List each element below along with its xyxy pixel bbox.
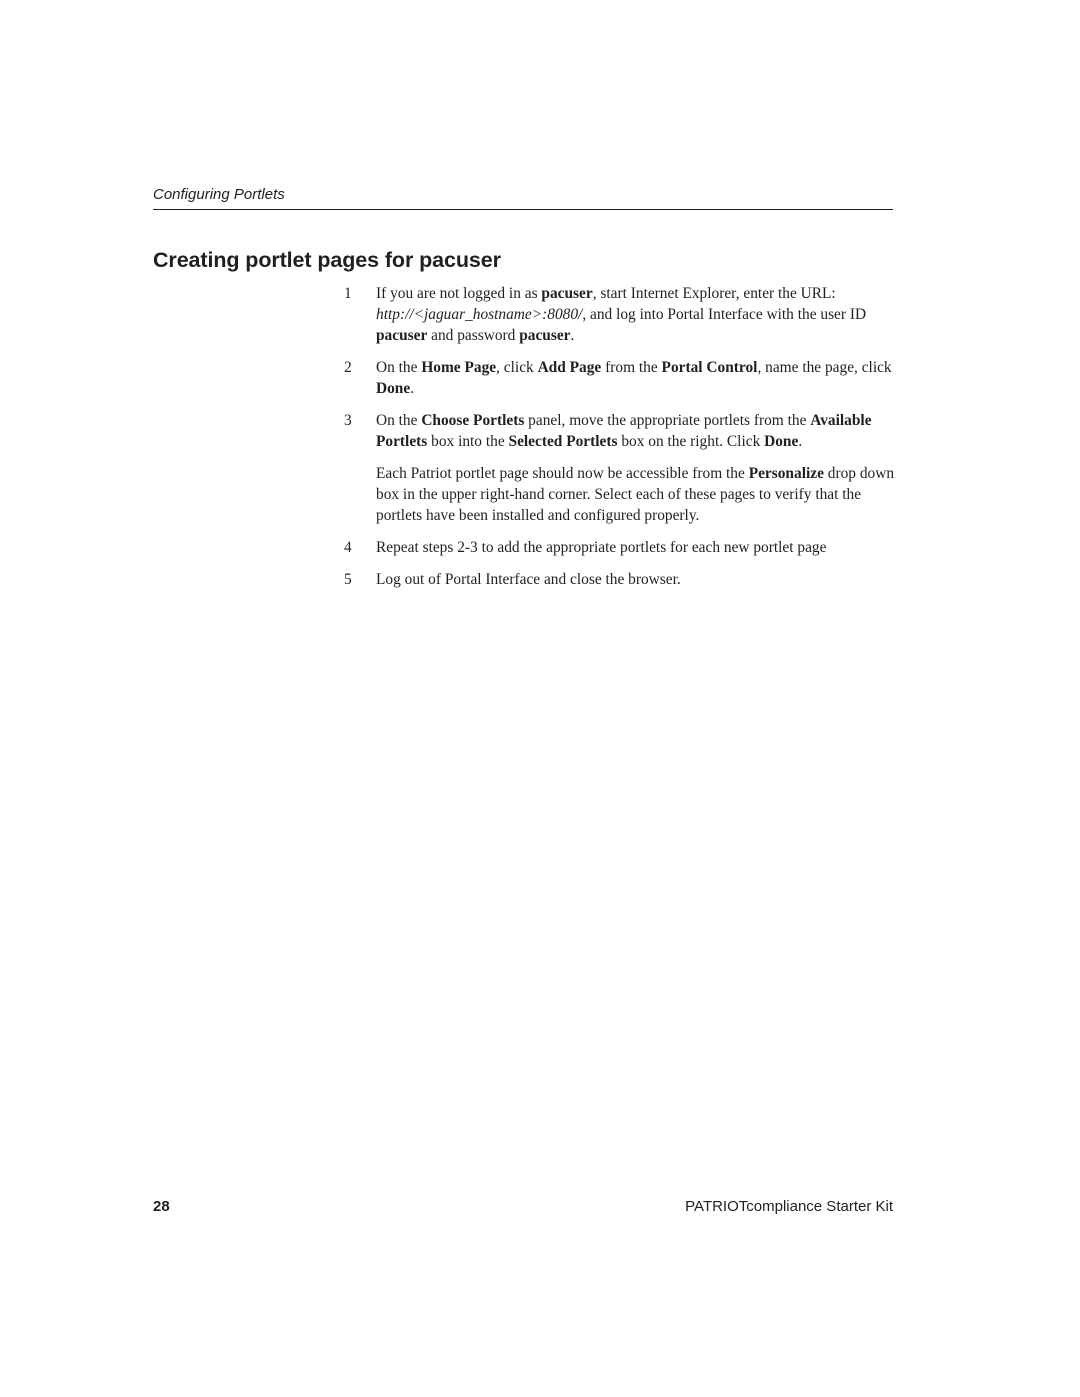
step-5 — [340, 569, 895, 590]
section-title: Creating portlet pages for pacuser — [153, 248, 501, 272]
step-text: , and log into Portal Interface with the user ID — [582, 306, 867, 323]
url-text: http://<jaguar_hostname>:8080/ — [376, 306, 583, 323]
step-number: 3 — [344, 412, 352, 429]
step-text: On the — [376, 412, 422, 429]
step-text: box on the right. Click — [617, 433, 765, 450]
step-note — [340, 463, 895, 526]
step-number: 1 — [344, 285, 352, 302]
ui-term: Portal Control — [661, 359, 758, 376]
step-text: , start Internet Explorer, enter the URL: — [592, 285, 836, 302]
step-text: , click — [496, 359, 538, 376]
step-4 — [340, 537, 895, 558]
ui-term: Personalize — [748, 465, 824, 482]
step-text: from the — [601, 359, 662, 376]
step-text: and password — [427, 327, 520, 344]
step-3 — [340, 410, 895, 452]
ui-term: Choose Portlets — [421, 412, 525, 429]
ui-term: Add Page — [537, 359, 602, 376]
step-text: If you are not logged in as — [376, 285, 542, 302]
note-text: Each Patriot portlet page should now be accessible from the — [376, 465, 749, 482]
ui-term: Selected Portlets — [508, 433, 618, 450]
ui-term: Available Portlets — [376, 412, 872, 450]
step-text: Log out of Portal Interface and close the browser. — [376, 571, 681, 588]
step-text: Repeat steps 2-3 to add the appropriate portlets for each new portlet page — [376, 539, 827, 556]
step-text: . — [570, 327, 575, 344]
step-2 — [340, 357, 895, 399]
footer-book-title: PATRIOTcompliance Starter Kit — [685, 1198, 893, 1215]
ui-term: Done — [764, 433, 799, 450]
step-text: , name the page, click — [757, 359, 892, 376]
step-text: On the — [376, 359, 422, 376]
step-text: . — [798, 433, 803, 450]
page-number: 28 — [153, 1198, 170, 1215]
header-rule — [153, 209, 893, 210]
ui-term: Done — [376, 380, 411, 397]
note-text: drop down box in the upper right-hand corner. Select each of these pages to verify that the portlets have been installed and configured properly. — [376, 465, 895, 524]
step-text: panel, move the appropriate portlets from the — [524, 412, 811, 429]
ui-term: Home Page — [421, 359, 497, 376]
password-term: pacuser — [519, 327, 571, 344]
step-number: 4 — [344, 539, 352, 556]
step-text: box into the — [427, 433, 509, 450]
step-1 — [340, 283, 895, 346]
user-id-term: pacuser — [541, 285, 593, 302]
steps-list — [340, 283, 895, 601]
running-header: Configuring Portlets — [153, 186, 285, 203]
step-number: 2 — [344, 359, 352, 376]
step-text: . — [410, 380, 415, 397]
user-id-term: pacuser — [376, 327, 428, 344]
step-number: 5 — [344, 571, 352, 588]
